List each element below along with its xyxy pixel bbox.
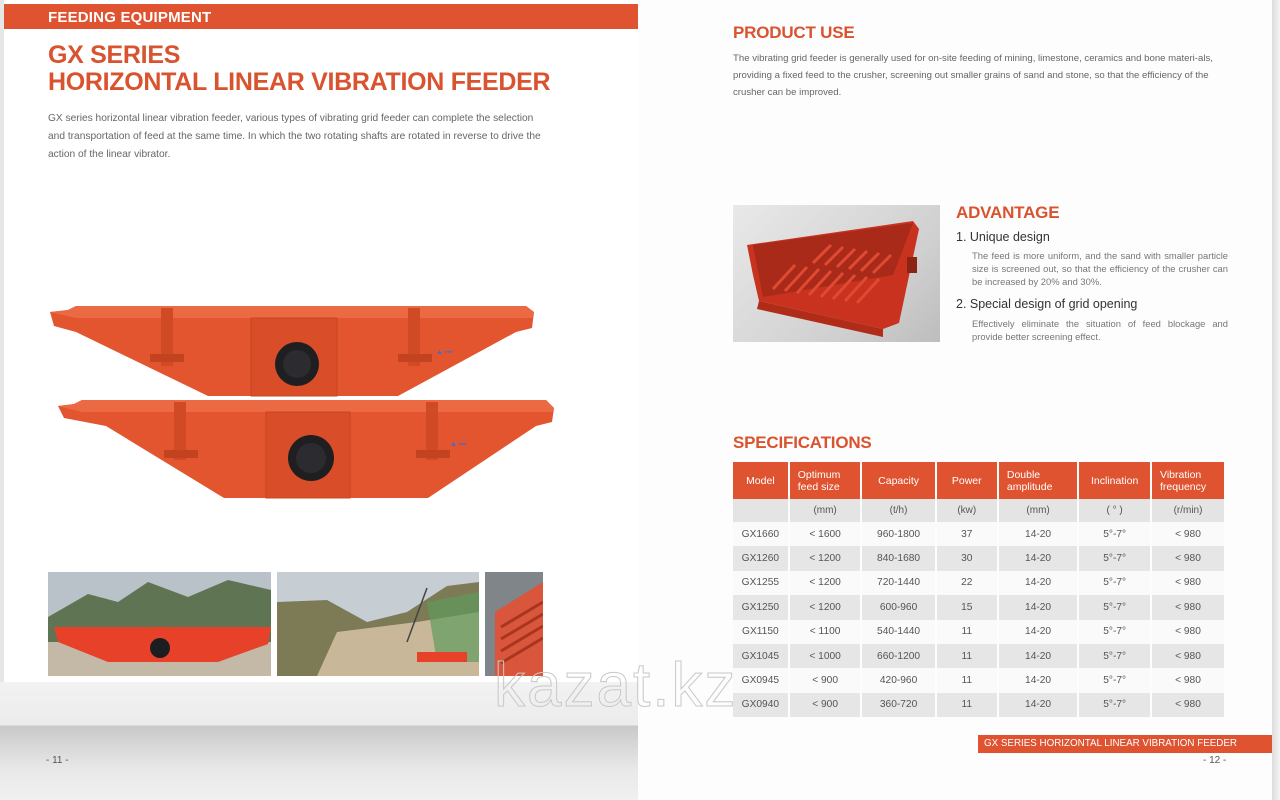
table-cell: 5°-7°: [1079, 522, 1150, 546]
table-cell: 540-1440: [862, 620, 934, 644]
table-cell: < 980: [1152, 693, 1224, 717]
model-cell: GX0945: [733, 668, 788, 692]
page-title: [48, 42, 550, 96]
column-header: Capacity: [862, 462, 934, 499]
page-number-right: - 12 -: [1203, 755, 1227, 766]
feeder-product-image: [46, 298, 558, 504]
table-cell: < 980: [1152, 571, 1224, 595]
page-number-left: - 11 -: [46, 755, 69, 766]
advantage-item-1-title: 1. Unique design: [956, 230, 1050, 244]
table-row: [733, 693, 1224, 717]
table-cell: 960-1800: [862, 522, 934, 546]
unit-cell: (kw): [937, 499, 997, 522]
table-cell: 14-20: [999, 668, 1077, 692]
site-photo-3: [485, 572, 543, 676]
table-cell: 600-960: [862, 595, 934, 619]
table-cell: < 1200: [790, 546, 861, 570]
table-cell: 840-1680: [862, 546, 934, 570]
model-cell: GX1260: [733, 546, 788, 570]
section-label: FEEDING EQUIPMENT: [48, 9, 212, 26]
table-row: [733, 620, 1224, 644]
table-cell: 720-1440: [862, 571, 934, 595]
column-header: Double amplitude: [999, 462, 1077, 499]
model-cell: GX1045: [733, 644, 788, 668]
table-row: [733, 546, 1224, 570]
table-cell: < 980: [1152, 668, 1224, 692]
table-cell: 14-20: [999, 522, 1077, 546]
product-use-heading: PRODUCT USE: [733, 23, 855, 42]
table-cell: 14-20: [999, 595, 1077, 619]
product-use-text: The vibrating grid feeder is generally used for on-site feeding of mining, limestone, ceramics and bone materi-als, providing a fixed feed to the crusher, screening out smaller grains of sand and stone, so that the efficiency of the crusher can be improved.: [733, 53, 1213, 98]
model-cell: GX1255: [733, 571, 788, 595]
table-cell: < 1100: [790, 620, 861, 644]
table-cell: 5°-7°: [1079, 546, 1150, 570]
footer-label-bar: GX SERIES HORIZONTAL LINEAR VIBRATION FEEDER: [978, 735, 1272, 753]
site-photo-2: [277, 572, 479, 676]
table-cell: < 900: [790, 668, 861, 692]
svg-text:▲ ▪▪▪: ▲ ▪▪▪: [450, 441, 467, 448]
table-row: [733, 595, 1224, 619]
model-cell: GX0940: [733, 693, 788, 717]
unit-cell: (r/min): [1152, 499, 1224, 522]
unit-cell: (t/h): [862, 499, 934, 522]
advantage-item-2-text: Effectively eliminate the situation of feed blockage and provide better screening effect.: [972, 318, 1228, 342]
table-cell: 5°-7°: [1079, 571, 1150, 595]
table-cell: 14-20: [999, 693, 1077, 717]
units-row: [733, 499, 1224, 522]
table-cell: 660-1200: [862, 644, 934, 668]
table-cell: < 980: [1152, 595, 1224, 619]
table-cell: < 980: [1152, 620, 1224, 644]
model-cell: GX1250: [733, 595, 788, 619]
unit-cell: [733, 499, 788, 522]
table-row: [733, 644, 1224, 668]
model-cell: GX1150: [733, 620, 788, 644]
table-cell: 5°-7°: [1079, 644, 1150, 668]
unit-cell: (mm): [790, 499, 861, 522]
title-line-1: GX SERIES: [48, 41, 181, 69]
table-cell: 15: [937, 595, 997, 619]
intro-paragraph: GX series horizontal linear vibration feeder, various types of vibrating grid feeder can complete the selection and transportation of feed at the same time. In which the two rotating shafts are rotated in reverse to drive the action of the linear vibrator.: [48, 113, 541, 160]
specifications-table: [731, 462, 1226, 717]
column-header: Power: [937, 462, 997, 499]
table-cell: 420-960: [862, 668, 934, 692]
table-cell: 22: [937, 571, 997, 595]
table-cell: 14-20: [999, 620, 1077, 644]
table-cell: < 1000: [790, 644, 861, 668]
advantage-heading: ADVANTAGE: [956, 203, 1060, 222]
table-cell: < 980: [1152, 546, 1224, 570]
column-header: Vibration frequency: [1152, 462, 1224, 499]
advantage-item-2-title: 2. Special design of grid opening: [956, 297, 1138, 311]
table-cell: 11: [937, 693, 997, 717]
model-cell: GX1660: [733, 522, 788, 546]
right-page-edge: [1272, 0, 1280, 800]
table-header-row: [733, 462, 1224, 499]
table-cell: 14-20: [999, 546, 1077, 570]
table-cell: 11: [937, 620, 997, 644]
left-page-bottom-band: [0, 682, 638, 726]
table-cell: 360-720: [862, 693, 934, 717]
table-row: [733, 571, 1224, 595]
unit-cell: ( ° ): [1079, 499, 1150, 522]
table-cell: 5°-7°: [1079, 620, 1150, 644]
advantage-product-image: [733, 205, 940, 342]
table-cell: < 900: [790, 693, 861, 717]
table-cell: < 980: [1152, 644, 1224, 668]
column-header: Optimum feed size: [790, 462, 861, 499]
specifications-heading: SPECIFICATIONS: [733, 433, 872, 452]
table-cell: 11: [937, 644, 997, 668]
table-cell: 14-20: [999, 644, 1077, 668]
unit-cell: (mm): [999, 499, 1077, 522]
table-row: [733, 522, 1224, 546]
table-cell: < 980: [1152, 522, 1224, 546]
svg-text:▲ ▪▪▪: ▲ ▪▪▪: [436, 349, 453, 356]
table-cell: 30: [937, 546, 997, 570]
table-cell: < 1200: [790, 595, 861, 619]
column-header: Model: [733, 462, 788, 499]
title-line-2: HORIZONTAL LINEAR VIBRATION FEEDER: [48, 68, 551, 96]
table-cell: < 1600: [790, 522, 861, 546]
table-cell: < 1200: [790, 571, 861, 595]
table-cell: 14-20: [999, 571, 1077, 595]
table-row: [733, 668, 1224, 692]
table-cell: 5°-7°: [1079, 693, 1150, 717]
table-cell: 11: [937, 668, 997, 692]
advantage-item-1-text: The feed is more uniform, and the sand with smaller particle size is screened out, so that the efficiency of the crusher can be increased by 20% and 30%.: [972, 250, 1228, 287]
section-label-bar: [4, 4, 638, 29]
site-photo-1: [48, 572, 271, 676]
left-page-footer: [0, 726, 638, 800]
column-header: Inclination: [1079, 462, 1150, 499]
table-cell: 37: [937, 522, 997, 546]
table-cell: 5°-7°: [1079, 668, 1150, 692]
table-cell: 5°-7°: [1079, 595, 1150, 619]
